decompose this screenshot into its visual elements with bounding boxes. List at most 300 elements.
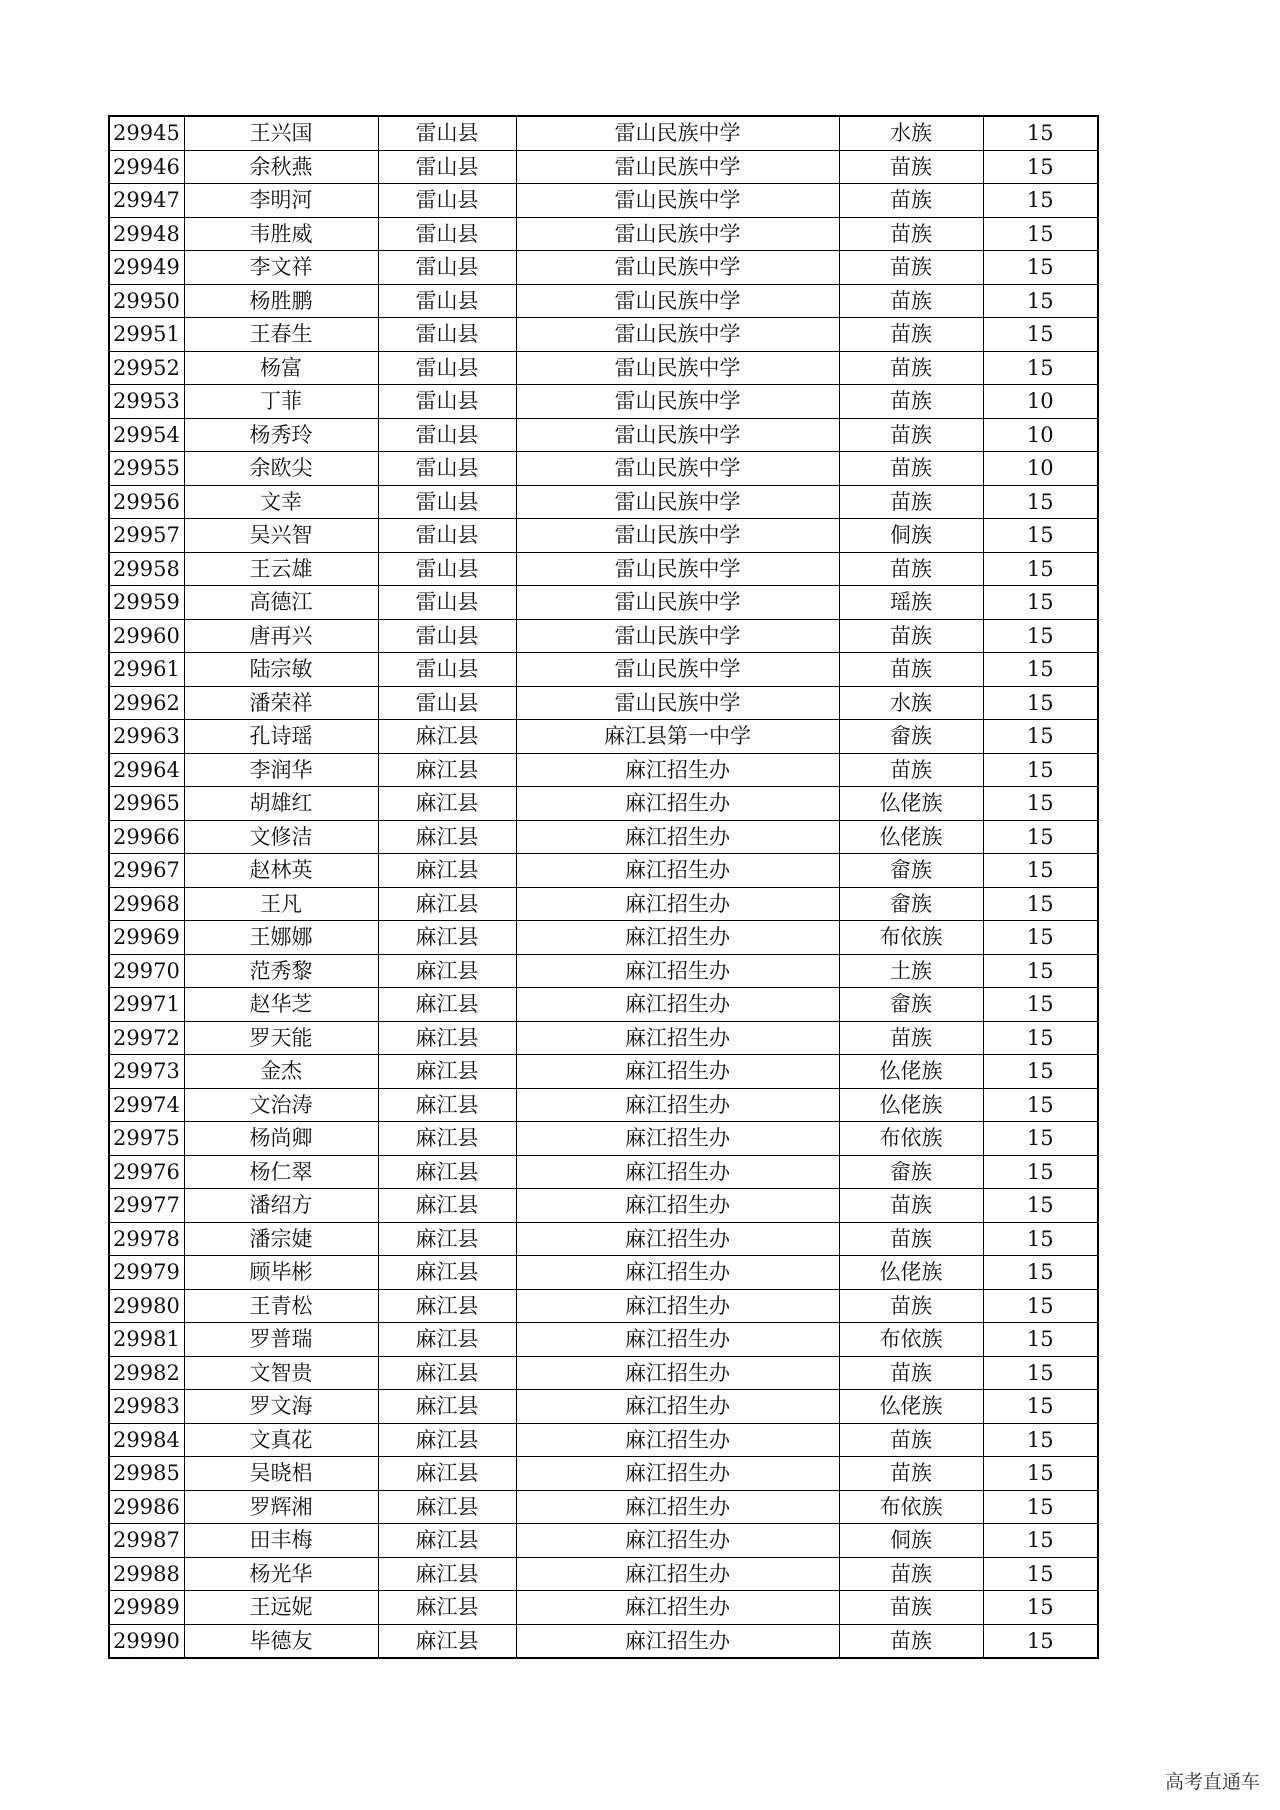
- name-cell: 罗文海: [184, 1390, 378, 1424]
- id-cell: 29990: [109, 1624, 184, 1658]
- score-cell: 15: [983, 116, 1098, 150]
- ethnicity-cell: 苗族: [839, 1189, 983, 1223]
- id-cell: 29972: [109, 1021, 184, 1055]
- ethnicity-cell: 布依族: [839, 921, 983, 955]
- table-row: [109, 1021, 1098, 1055]
- name-cell: 田丰梅: [184, 1524, 378, 1558]
- id-cell: 29987: [109, 1524, 184, 1558]
- id-cell: 29958: [109, 552, 184, 586]
- county-cell: 雷山县: [378, 586, 516, 620]
- county-cell: 麻江县: [378, 988, 516, 1022]
- county-cell: 麻江县: [378, 1390, 516, 1424]
- ethnicity-cell: 苗族: [839, 251, 983, 285]
- score-cell: 15: [983, 1423, 1098, 1457]
- id-cell: 29968: [109, 887, 184, 921]
- ethnicity-cell: 苗族: [839, 452, 983, 486]
- ethnicity-cell: 苗族: [839, 184, 983, 218]
- school-cell: 雷山民族中学: [516, 519, 839, 553]
- school-cell: 麻江招生办: [516, 1423, 839, 1457]
- id-cell: 29971: [109, 988, 184, 1022]
- id-cell: 29986: [109, 1490, 184, 1524]
- school-cell: 雷山民族中学: [516, 418, 839, 452]
- ethnicity-cell: 水族: [839, 686, 983, 720]
- school-cell: 雷山民族中学: [516, 351, 839, 385]
- score-cell: 15: [983, 586, 1098, 620]
- score-cell: 15: [983, 854, 1098, 888]
- id-cell: 29982: [109, 1356, 184, 1390]
- id-cell: 29951: [109, 318, 184, 352]
- name-cell: 文智贵: [184, 1356, 378, 1390]
- table-row: [109, 1088, 1098, 1122]
- name-cell: 赵华芝: [184, 988, 378, 1022]
- ethnicity-cell: 畲族: [839, 887, 983, 921]
- name-cell: 王娜娜: [184, 921, 378, 955]
- table-row: [109, 284, 1098, 318]
- school-cell: 麻江招生办: [516, 820, 839, 854]
- county-cell: 雷山县: [378, 452, 516, 486]
- table-row: [109, 753, 1098, 787]
- county-cell: 麻江县: [378, 1189, 516, 1223]
- ethnicity-cell: 苗族: [839, 1222, 983, 1256]
- county-cell: 麻江县: [378, 1256, 516, 1290]
- name-cell: 王凡: [184, 887, 378, 921]
- school-cell: 雷山民族中学: [516, 385, 839, 419]
- watermark-text: 高考直通车: [1164, 1771, 1260, 1793]
- name-cell: 罗辉湘: [184, 1490, 378, 1524]
- school-cell: 麻江招生办: [516, 1390, 839, 1424]
- score-cell: 15: [983, 552, 1098, 586]
- ethnicity-cell: 苗族: [839, 150, 983, 184]
- table-row: [109, 1557, 1098, 1591]
- name-cell: 王兴国: [184, 116, 378, 150]
- school-cell: 麻江县第一中学: [516, 720, 839, 754]
- school-cell: 麻江招生办: [516, 1624, 839, 1658]
- name-cell: 王春生: [184, 318, 378, 352]
- school-cell: 雷山民族中学: [516, 217, 839, 251]
- ethnicity-cell: 仫佬族: [839, 820, 983, 854]
- id-cell: 29966: [109, 820, 184, 854]
- score-cell: 15: [983, 954, 1098, 988]
- id-cell: 29984: [109, 1423, 184, 1457]
- table-row: [109, 1323, 1098, 1357]
- id-cell: 29969: [109, 921, 184, 955]
- school-cell: 雷山民族中学: [516, 251, 839, 285]
- school-cell: 麻江招生办: [516, 1155, 839, 1189]
- school-cell: 雷山民族中学: [516, 586, 839, 620]
- score-cell: 15: [983, 1289, 1098, 1323]
- ethnicity-cell: 苗族: [839, 351, 983, 385]
- table-row: [109, 1624, 1098, 1658]
- name-cell: 顾毕彬: [184, 1256, 378, 1290]
- ethnicity-cell: 苗族: [839, 385, 983, 419]
- ethnicity-cell: 布依族: [839, 1490, 983, 1524]
- county-cell: 麻江县: [378, 1591, 516, 1625]
- county-cell: 麻江县: [378, 1021, 516, 1055]
- ethnicity-cell: 苗族: [839, 552, 983, 586]
- ethnicity-cell: 侗族: [839, 519, 983, 553]
- id-cell: 29964: [109, 753, 184, 787]
- name-cell: 罗天能: [184, 1021, 378, 1055]
- ethnicity-cell: 苗族: [839, 1356, 983, 1390]
- table-row: [109, 1189, 1098, 1223]
- table-row: [109, 150, 1098, 184]
- score-cell: 15: [983, 820, 1098, 854]
- score-cell: 10: [983, 385, 1098, 419]
- school-cell: 麻江招生办: [516, 1323, 839, 1357]
- table-row: [109, 217, 1098, 251]
- ethnicity-cell: 畲族: [839, 1155, 983, 1189]
- score-cell: 15: [983, 318, 1098, 352]
- score-cell: 10: [983, 418, 1098, 452]
- score-cell: 15: [983, 1189, 1098, 1223]
- school-cell: 雷山民族中学: [516, 552, 839, 586]
- id-cell: 29977: [109, 1189, 184, 1223]
- school-cell: 麻江招生办: [516, 887, 839, 921]
- ethnicity-cell: 布依族: [839, 1122, 983, 1156]
- name-cell: 罗普瑞: [184, 1323, 378, 1357]
- id-cell: 29962: [109, 686, 184, 720]
- score-cell: 15: [983, 686, 1098, 720]
- id-cell: 29967: [109, 854, 184, 888]
- id-cell: 29953: [109, 385, 184, 419]
- table-row: [109, 954, 1098, 988]
- id-cell: 29981: [109, 1323, 184, 1357]
- table-row: [109, 686, 1098, 720]
- name-cell: 杨富: [184, 351, 378, 385]
- id-cell: 29954: [109, 418, 184, 452]
- county-cell: 麻江县: [378, 854, 516, 888]
- table-row: [109, 452, 1098, 486]
- school-cell: 雷山民族中学: [516, 150, 839, 184]
- school-cell: 麻江招生办: [516, 1557, 839, 1591]
- school-cell: 麻江招生办: [516, 1055, 839, 1089]
- score-cell: 15: [983, 1356, 1098, 1390]
- county-cell: 麻江县: [378, 954, 516, 988]
- name-cell: 范秀黎: [184, 954, 378, 988]
- table-row: [109, 1356, 1098, 1390]
- name-cell: 孔诗瑶: [184, 720, 378, 754]
- school-cell: 麻江招生办: [516, 854, 839, 888]
- score-cell: 15: [983, 753, 1098, 787]
- ethnicity-cell: 布依族: [839, 1323, 983, 1357]
- name-cell: 文修洁: [184, 820, 378, 854]
- id-cell: 29949: [109, 251, 184, 285]
- name-cell: 杨秀玲: [184, 418, 378, 452]
- table-row: [109, 1155, 1098, 1189]
- id-cell: 29980: [109, 1289, 184, 1323]
- id-cell: 29950: [109, 284, 184, 318]
- county-cell: 麻江县: [378, 1289, 516, 1323]
- id-cell: 29973: [109, 1055, 184, 1089]
- score-cell: 15: [983, 619, 1098, 653]
- id-cell: 29952: [109, 351, 184, 385]
- score-cell: 15: [983, 1591, 1098, 1625]
- ethnicity-cell: 苗族: [839, 753, 983, 787]
- name-cell: 高德江: [184, 586, 378, 620]
- table-row: [109, 251, 1098, 285]
- county-cell: 麻江县: [378, 720, 516, 754]
- county-cell: 雷山县: [378, 485, 516, 519]
- ethnicity-cell: 畲族: [839, 854, 983, 888]
- school-cell: 麻江招生办: [516, 753, 839, 787]
- name-cell: 毕德友: [184, 1624, 378, 1658]
- school-cell: 麻江招生办: [516, 787, 839, 821]
- county-cell: 麻江县: [378, 1457, 516, 1491]
- score-cell: 15: [983, 485, 1098, 519]
- id-cell: 29957: [109, 519, 184, 553]
- id-cell: 29945: [109, 116, 184, 150]
- school-cell: 麻江招生办: [516, 921, 839, 955]
- score-cell: 15: [983, 1524, 1098, 1558]
- id-cell: 29959: [109, 586, 184, 620]
- score-cell: 15: [983, 1088, 1098, 1122]
- county-cell: 麻江县: [378, 1222, 516, 1256]
- ethnicity-cell: 苗族: [839, 284, 983, 318]
- score-cell: 10: [983, 452, 1098, 486]
- score-cell: 15: [983, 284, 1098, 318]
- county-cell: 雷山县: [378, 184, 516, 218]
- id-cell: 29960: [109, 619, 184, 653]
- name-cell: 李润华: [184, 753, 378, 787]
- school-cell: 麻江招生办: [516, 1256, 839, 1290]
- name-cell: 吴晓梠: [184, 1457, 378, 1491]
- county-cell: 麻江县: [378, 1624, 516, 1658]
- name-cell: 杨光华: [184, 1557, 378, 1591]
- score-cell: 15: [983, 921, 1098, 955]
- ethnicity-cell: 苗族: [839, 318, 983, 352]
- score-cell: 15: [983, 519, 1098, 553]
- table-row: [109, 1122, 1098, 1156]
- school-cell: 雷山民族中学: [516, 686, 839, 720]
- county-cell: 麻江县: [378, 1122, 516, 1156]
- name-cell: 余秋燕: [184, 150, 378, 184]
- ethnicity-cell: 苗族: [839, 1289, 983, 1323]
- table-row: [109, 116, 1098, 150]
- school-cell: 雷山民族中学: [516, 485, 839, 519]
- score-cell: 15: [983, 351, 1098, 385]
- table-row: [109, 854, 1098, 888]
- ethnicity-cell: 侗族: [839, 1524, 983, 1558]
- school-cell: 麻江招生办: [516, 1356, 839, 1390]
- name-cell: 王远妮: [184, 1591, 378, 1625]
- table-row: [109, 351, 1098, 385]
- county-cell: 麻江县: [378, 1423, 516, 1457]
- county-cell: 麻江县: [378, 1155, 516, 1189]
- id-cell: 29955: [109, 452, 184, 486]
- ethnicity-cell: 苗族: [839, 619, 983, 653]
- school-cell: 雷山民族中学: [516, 116, 839, 150]
- county-cell: 雷山县: [378, 251, 516, 285]
- ethnicity-cell: 土族: [839, 954, 983, 988]
- name-cell: 王青松: [184, 1289, 378, 1323]
- score-cell: 15: [983, 150, 1098, 184]
- county-cell: 雷山县: [378, 552, 516, 586]
- school-cell: 雷山民族中学: [516, 653, 839, 687]
- score-cell: 15: [983, 1122, 1098, 1156]
- ethnicity-cell: 仫佬族: [839, 1390, 983, 1424]
- school-cell: 麻江招生办: [516, 954, 839, 988]
- county-cell: 麻江县: [378, 753, 516, 787]
- table-row: [109, 1390, 1098, 1424]
- table-row: [109, 385, 1098, 419]
- table-row: [109, 653, 1098, 687]
- county-cell: 麻江县: [378, 1490, 516, 1524]
- ethnicity-cell: 瑶族: [839, 586, 983, 620]
- school-cell: 麻江招生办: [516, 1189, 839, 1223]
- id-cell: 29970: [109, 954, 184, 988]
- table-row: [109, 1222, 1098, 1256]
- table-row: [109, 720, 1098, 754]
- score-table: [108, 115, 1099, 1659]
- score-cell: 15: [983, 1457, 1098, 1491]
- score-cell: 15: [983, 988, 1098, 1022]
- id-cell: 29974: [109, 1088, 184, 1122]
- ethnicity-cell: 仫佬族: [839, 787, 983, 821]
- school-cell: 雷山民族中学: [516, 318, 839, 352]
- school-cell: 麻江招生办: [516, 1222, 839, 1256]
- name-cell: 潘荣祥: [184, 686, 378, 720]
- county-cell: 雷山县: [378, 351, 516, 385]
- name-cell: 潘宗婕: [184, 1222, 378, 1256]
- table-row: [109, 820, 1098, 854]
- school-cell: 雷山民族中学: [516, 184, 839, 218]
- county-cell: 麻江县: [378, 1557, 516, 1591]
- score-cell: 15: [983, 1490, 1098, 1524]
- id-cell: 29978: [109, 1222, 184, 1256]
- id-cell: 29985: [109, 1457, 184, 1491]
- name-cell: 杨仁翠: [184, 1155, 378, 1189]
- school-cell: 麻江招生办: [516, 1591, 839, 1625]
- id-cell: 29948: [109, 217, 184, 251]
- ethnicity-cell: 苗族: [839, 1591, 983, 1625]
- name-cell: 丁菲: [184, 385, 378, 419]
- name-cell: 唐再兴: [184, 619, 378, 653]
- name-cell: 王云雄: [184, 552, 378, 586]
- school-cell: 麻江招生办: [516, 1088, 839, 1122]
- id-cell: 29989: [109, 1591, 184, 1625]
- table-row: [109, 519, 1098, 553]
- county-cell: 雷山县: [378, 385, 516, 419]
- name-cell: 文幸: [184, 485, 378, 519]
- score-cell: 15: [983, 184, 1098, 218]
- id-cell: 29965: [109, 787, 184, 821]
- name-cell: 余欧尖: [184, 452, 378, 486]
- table-row: [109, 787, 1098, 821]
- score-cell: 15: [983, 787, 1098, 821]
- ethnicity-cell: 苗族: [839, 1021, 983, 1055]
- id-cell: 29979: [109, 1256, 184, 1290]
- score-cell: 15: [983, 653, 1098, 687]
- school-cell: 雷山民族中学: [516, 619, 839, 653]
- school-cell: 麻江招生办: [516, 1289, 839, 1323]
- table-row: [109, 887, 1098, 921]
- table-row: [109, 1591, 1098, 1625]
- score-cell: 15: [983, 1055, 1098, 1089]
- table-row: [109, 1289, 1098, 1323]
- table-row: [109, 1490, 1098, 1524]
- score-cell: 15: [983, 887, 1098, 921]
- county-cell: 麻江县: [378, 820, 516, 854]
- ethnicity-cell: 苗族: [839, 217, 983, 251]
- table-row: [109, 921, 1098, 955]
- ethnicity-cell: 水族: [839, 116, 983, 150]
- school-cell: 麻江招生办: [516, 1122, 839, 1156]
- score-cell: 15: [983, 1021, 1098, 1055]
- table-row: [109, 586, 1098, 620]
- county-cell: 麻江县: [378, 921, 516, 955]
- id-cell: 29963: [109, 720, 184, 754]
- county-cell: 麻江县: [378, 1323, 516, 1357]
- ethnicity-cell: 苗族: [839, 1457, 983, 1491]
- table-body: [109, 116, 1098, 1658]
- id-cell: 29946: [109, 150, 184, 184]
- table-row: [109, 1457, 1098, 1491]
- ethnicity-cell: 苗族: [839, 485, 983, 519]
- school-cell: 雷山民族中学: [516, 452, 839, 486]
- table-row: [109, 1524, 1098, 1558]
- county-cell: 雷山县: [378, 519, 516, 553]
- county-cell: 麻江县: [378, 887, 516, 921]
- county-cell: 麻江县: [378, 1088, 516, 1122]
- score-cell: 15: [983, 1390, 1098, 1424]
- table-row: [109, 619, 1098, 653]
- name-cell: 韦胜威: [184, 217, 378, 251]
- school-cell: 麻江招生办: [516, 988, 839, 1022]
- school-cell: 麻江招生办: [516, 1524, 839, 1558]
- ethnicity-cell: 苗族: [839, 418, 983, 452]
- table-row: [109, 552, 1098, 586]
- table-row: [109, 1055, 1098, 1089]
- ethnicity-cell: 仫佬族: [839, 1088, 983, 1122]
- ethnicity-cell: 仫佬族: [839, 1256, 983, 1290]
- score-cell: 15: [983, 1222, 1098, 1256]
- name-cell: 赵林英: [184, 854, 378, 888]
- score-cell: 15: [983, 1256, 1098, 1290]
- table-row: [109, 1423, 1098, 1457]
- ethnicity-cell: 苗族: [839, 1557, 983, 1591]
- id-cell: 29975: [109, 1122, 184, 1156]
- county-cell: 麻江县: [378, 1356, 516, 1390]
- county-cell: 雷山县: [378, 619, 516, 653]
- school-cell: 麻江招生办: [516, 1021, 839, 1055]
- school-cell: 麻江招生办: [516, 1490, 839, 1524]
- table-row: [109, 184, 1098, 218]
- table-row: [109, 988, 1098, 1022]
- ethnicity-cell: 仫佬族: [839, 1055, 983, 1089]
- name-cell: 吴兴智: [184, 519, 378, 553]
- ethnicity-cell: 畲族: [839, 720, 983, 754]
- county-cell: 雷山县: [378, 318, 516, 352]
- name-cell: 潘绍方: [184, 1189, 378, 1223]
- id-cell: 29961: [109, 653, 184, 687]
- name-cell: 胡雄红: [184, 787, 378, 821]
- county-cell: 雷山县: [378, 284, 516, 318]
- name-cell: 杨胜鹏: [184, 284, 378, 318]
- name-cell: 陆宗敏: [184, 653, 378, 687]
- score-cell: 15: [983, 1323, 1098, 1357]
- county-cell: 雷山县: [378, 686, 516, 720]
- score-cell: 15: [983, 1155, 1098, 1189]
- id-cell: 29976: [109, 1155, 184, 1189]
- score-cell: 15: [983, 1557, 1098, 1591]
- id-cell: 29947: [109, 184, 184, 218]
- school-cell: 雷山民族中学: [516, 284, 839, 318]
- ethnicity-cell: 苗族: [839, 1423, 983, 1457]
- score-cell: 15: [983, 251, 1098, 285]
- name-cell: 金杰: [184, 1055, 378, 1089]
- county-cell: 雷山县: [378, 653, 516, 687]
- table-row: [109, 418, 1098, 452]
